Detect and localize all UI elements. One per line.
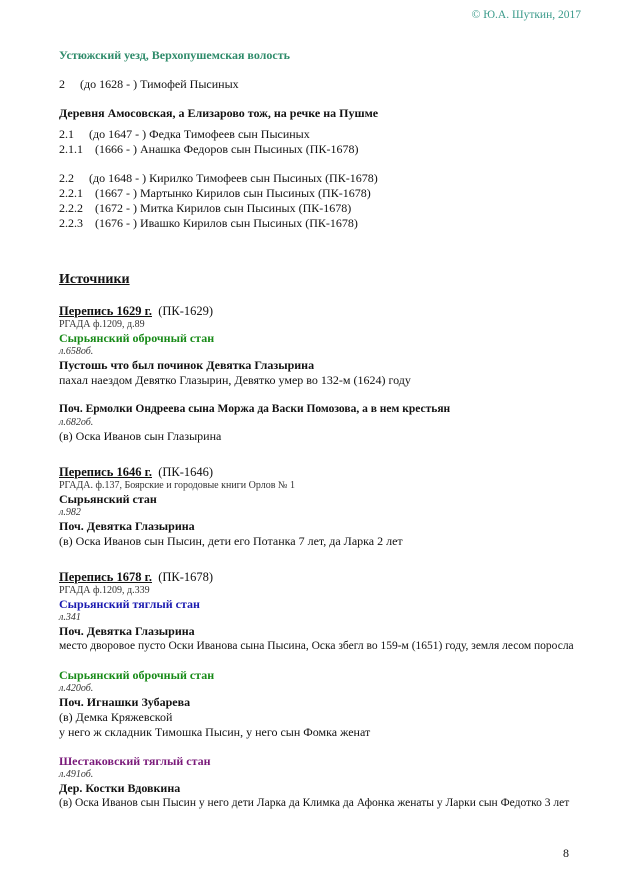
person-text: (1676 - ) Ивашко Кирилов сын Пысиных (ПК-1678) <box>95 216 358 230</box>
list-item <box>59 142 599 157</box>
sheet-ref: л.658об. <box>59 346 94 357</box>
sheet-ref: л.420об. <box>59 683 94 694</box>
person-text: (1667 - ) Мартынко Кирилов сын Пысиных (ПК-1678) <box>95 186 371 200</box>
census-title: Перепись 1629 г. <box>59 304 152 318</box>
sources-title: Источники <box>59 272 130 287</box>
sheet-ref: л.682об. <box>59 417 94 428</box>
stan-title: Сырьянский стан <box>59 492 157 506</box>
person-text: (1666 - ) Анашка Федоров сын Пысиных (ПК-1678) <box>95 142 359 156</box>
sheet-ref: л.341 <box>59 612 81 623</box>
branch-1 <box>59 127 599 157</box>
branch-2 <box>59 171 599 231</box>
person-num: 2.2.3 <box>59 216 83 230</box>
record-text: место дворовое пусто Оски Иванова сына Пысина, Оска збегл во 159-м (1651) году, земля лесом поросла <box>59 640 574 652</box>
person-num: 2.2 <box>59 171 74 185</box>
person-num: 2.1.1 <box>59 142 83 156</box>
sheet-ref: л.982 <box>59 507 81 518</box>
census-1646 <box>59 464 599 549</box>
person-text: (1672 - ) Митка Кирилов сын Пысиных (ПК-1678) <box>95 201 352 215</box>
person-text: (до 1647 - ) Федка Тимофеев сын Пысиных <box>89 127 310 141</box>
record-text: (в) Оска Иванов сын Глазырина <box>59 429 222 443</box>
person-text: (до 1628 - ) Тимофей Пысиных <box>80 77 239 91</box>
root-person <box>59 77 599 92</box>
person-num: 2.2.2 <box>59 201 83 215</box>
record-text: (в) Оска Иванов сын Пысин, дети его Потанка 7 лет, да Ларка 2 лет <box>59 534 403 548</box>
census-1629 <box>59 303 599 444</box>
archive-ref: РГАДА ф.1209, д.89 <box>59 319 145 330</box>
page-number: 8 <box>563 846 569 860</box>
person-num: 2.2.1 <box>59 186 83 200</box>
place-title: Поч. Девятка Глазырина <box>59 624 195 638</box>
list-item <box>59 216 599 231</box>
place-title: Поч. Девятка Глазырина <box>59 519 195 533</box>
list-item <box>59 171 599 186</box>
census-code: (ПК-1678) <box>158 570 214 584</box>
census-title: Перепись 1678 г. <box>59 570 152 584</box>
list-item <box>59 201 599 216</box>
stan-title: Сырьянский оброчный стан <box>59 668 215 682</box>
village-title: Деревня Амосовская, а Елизарово тож, на речке на Пушме <box>59 106 379 120</box>
record-text: у него ж складник Тимошка Пысин, у него сын Фомка женат <box>59 725 371 739</box>
region-title: Устюжский уезд, Верхопушемская волость <box>59 48 290 62</box>
place-title: Пустошь что был починок Девятка Глазырина <box>59 358 315 372</box>
record-text: (в) Оска Иванов сын Пысин у него дети Ларка да Климка да Афонка женаты у Ларки сын Федотко 3 лет <box>59 797 570 809</box>
place-title: Поч. Игнашки Зубарева <box>59 695 191 709</box>
census-1678 <box>59 569 599 811</box>
document-body <box>59 48 599 811</box>
list-item <box>59 186 599 201</box>
person-num: 2.1 <box>59 127 74 141</box>
census-code: (ПК-1646) <box>158 465 214 479</box>
copyright: © Ю.А. Шуткин, 2017 <box>471 9 581 21</box>
person-text: (до 1648 - ) Кирилко Тимофеев сын Пысиных (ПК-1678) <box>89 171 378 185</box>
archive-ref: РГАДА ф.1209, д.339 <box>59 585 150 596</box>
sheet-ref: л.491об. <box>59 769 94 780</box>
stan-title: Сырьянский тяглый стан <box>59 597 200 611</box>
place-title: Дер. Костки Вдовкина <box>59 781 181 795</box>
census-title: Перепись 1646 г. <box>59 465 152 479</box>
stan-title: Сырьянский оброчный стан <box>59 331 215 345</box>
record-text: (в) Демка Кряжевской <box>59 710 173 724</box>
census-code: (ПК-1629) <box>158 304 214 318</box>
record-text: пахал наездом Девятко Глазырин, Девятко умер во 132-м (1624) году <box>59 373 411 387</box>
person-num: 2 <box>59 77 65 91</box>
archive-ref: РГАДА. ф.137, Боярские и городовые книги Орлов № 1 <box>59 480 295 491</box>
list-item <box>59 127 599 142</box>
place-title: Поч. Ермолки Ондреева сына Моржа да Васки Помозова, а в нем крестьян <box>59 403 451 415</box>
stan-title: Шестаковский тяглый стан <box>59 754 211 768</box>
